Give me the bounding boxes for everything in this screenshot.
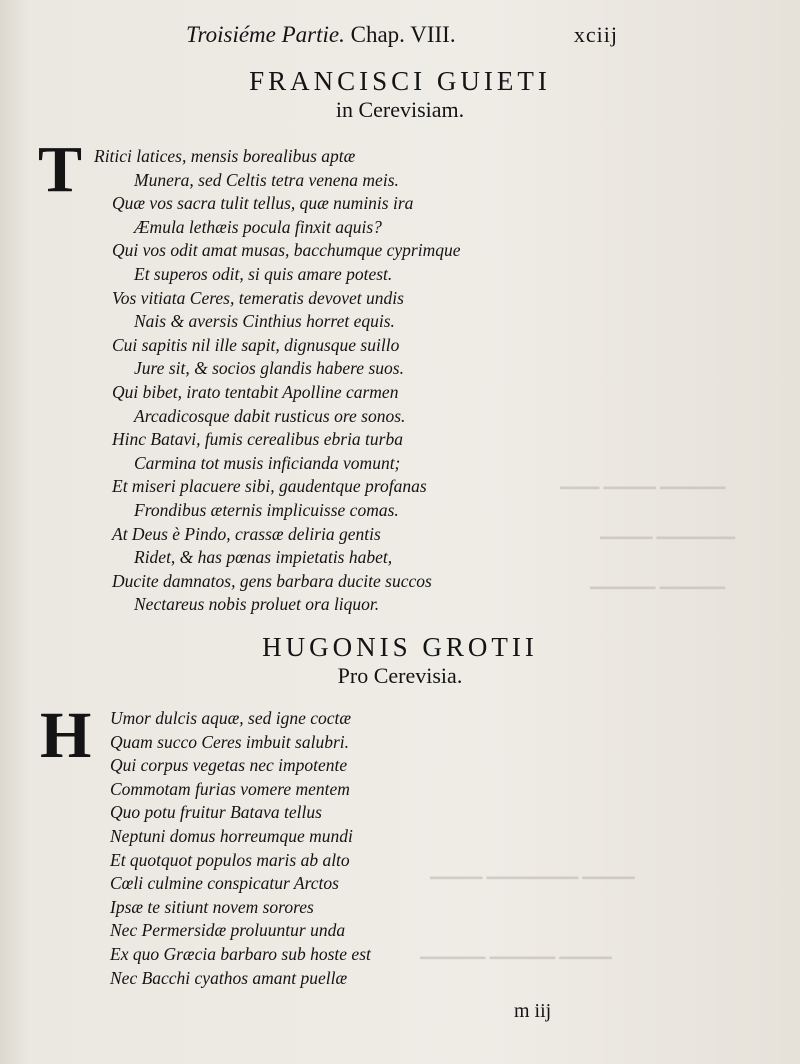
poem1-line: Et miseri placuere sibi, gaudentque profanas: [112, 476, 427, 497]
poem1-dropcap: T: [38, 133, 83, 206]
poem1-line: Ritici latices, mensis borealibus aptæ: [94, 146, 356, 166]
poem1-subtitle: in Cerevisiam.: [335, 97, 465, 122]
poem2-line: Ex quo Græcia barbaro sub hoste est: [110, 944, 371, 964]
poem1-line: Munera, sed Celtis tetra venena meis.: [134, 169, 399, 190]
poem1-line: Jure sit, & socios glandis habere suos.: [134, 358, 404, 379]
poem1-line: Cui sapitis nil ille sapit, dignusque suillo: [112, 334, 400, 355]
poem1-line: Æmula lethæis pocula finxit aquis?: [134, 216, 382, 237]
poem2-line: Neptuni domus horreumque mundi: [110, 826, 353, 846]
poem1-line: Frondibus æternis implicuisse comas.: [134, 500, 399, 520]
page-number: xciij: [573, 22, 618, 47]
poem1-line: At Deus è Pindo, crassæ deliria gentis: [112, 523, 381, 544]
poem1-line: Et superos odit, si quis amare potest.: [134, 264, 393, 284]
poem1-line: Qui vos odit amat musas, bacchumque cyprimque: [112, 240, 461, 261]
signature-mark: m iij: [514, 1000, 552, 1022]
poem2-author-heading: HUGONIS GROTII: [262, 632, 538, 662]
poem1-line: Nectareus nobis proluet ora liquor.: [134, 594, 380, 615]
poem2-line: Nec Bacchi cyathos amant puellæ: [110, 967, 348, 988]
bleed-through-texture: ▁▁▁ ▁▁▁▁ ▁▁▁▁▁: [560, 470, 726, 489]
poem2-line: Cœli culmine conspicatur Arctos: [110, 873, 339, 894]
poem2-line: Quam succo Ceres imbuit salubri.: [110, 731, 349, 752]
poem2-dropcap: H: [40, 699, 92, 772]
poem1-line: Ducite damnatos, gens barbara ducite succos: [112, 570, 432, 591]
poem1-line: Ridet, & has pœnas impietatis habet,: [134, 547, 393, 568]
poem2-line: Umor dulcis aquæ, sed igne coctæ: [110, 708, 352, 728]
bleed-through-texture: ▁▁▁▁▁ ▁▁▁▁▁: [590, 570, 725, 589]
poem1-line: Hinc Batavi, fumis cerealibus ebria turba: [112, 429, 403, 450]
poem1-line: Vos vitiata Ceres, temeratis devovet undis: [112, 287, 404, 308]
poem1-line: Arcadicosque dabit rusticus ore sonos.: [134, 405, 406, 426]
bleed-through-texture: ▁▁▁▁ ▁▁▁▁▁▁: [600, 520, 735, 539]
bleed-through-texture: ▁▁▁▁ ▁▁▁▁▁▁▁ ▁▁▁▁: [430, 860, 635, 879]
poem2-line: Quo potu fruitur Batava tellus: [110, 802, 322, 823]
bleed-through-texture: ▁▁▁▁▁ ▁▁▁▁▁ ▁▁▁▁: [420, 940, 612, 959]
page-header: [0, 22, 800, 54]
poem1-line: Carmina tot musis inficianda vomunt;: [134, 452, 401, 473]
poem2-line: Qui corpus vegetas nec impotente: [110, 755, 348, 776]
poem2-subtitle: Pro Cerevisia.: [337, 663, 463, 688]
poem2-line: Nec Permersidæ proluuntur unda: [110, 920, 346, 941]
running-head-chapter: Chap. VIII.: [350, 22, 456, 47]
poem2-line: Ipsæ te sitiunt novem sorores: [110, 896, 314, 917]
running-head-part: Troisiéme Partie.: [186, 22, 345, 47]
running-head: [186, 22, 456, 48]
poem1-line: Quæ vos sacra tulit tellus, quæ numinis ira: [112, 193, 414, 214]
poem2-line: Et quotquot populos maris ab alto: [110, 849, 350, 870]
poem1-line: Qui bibet, irato tentabit Apolline carmen: [112, 382, 399, 402]
poem1-author-heading: FRANCISCI GUIETI: [249, 66, 551, 96]
poem2-line: Commotam furias vomere mentem: [110, 778, 350, 799]
poem1-line: Nais & aversis Cinthius horret equis.: [134, 311, 395, 332]
